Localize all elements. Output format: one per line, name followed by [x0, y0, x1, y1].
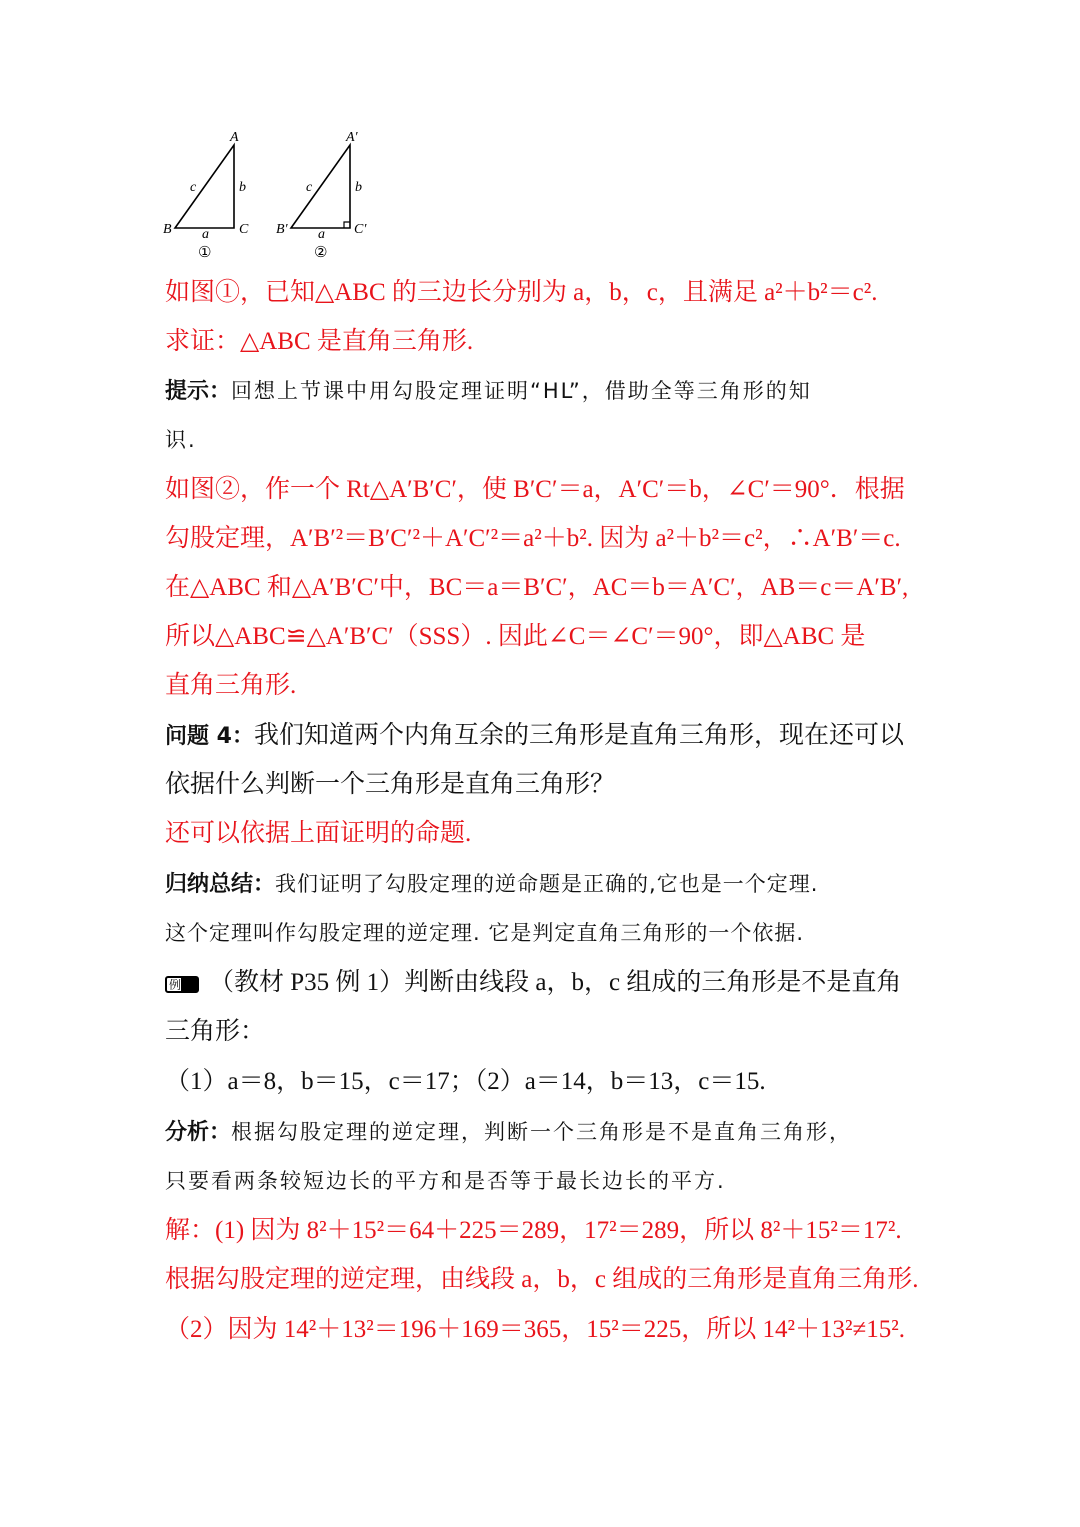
tri1-label-A: A: [230, 130, 239, 145]
hint-label: 提示：: [165, 379, 232, 404]
hint-text: 回想上节课中用勾股定理证明“HL”，借助全等三角形的知: [231, 379, 812, 403]
triangle-figures: [160, 125, 380, 265]
tri2-label-B: B′: [276, 222, 288, 237]
example-cases: （1）a＝8，b＝15，c＝17；（2）a＝14，b＝13，c＝15.: [165, 1068, 766, 1095]
tri1-number: ①: [198, 243, 212, 261]
tri2-label-b: b: [355, 180, 362, 195]
tri2-label-a: a: [318, 227, 325, 242]
solution-line-3: （2）因为 14²＋13²＝196＋169＝365，15²＝225，所以 14²＋13²≠15².: [165, 1316, 905, 1343]
right-angle-mark: [344, 222, 350, 228]
summary-line: [165, 869, 925, 900]
tri1-label-c: c: [190, 180, 197, 195]
proof-line-5: 直角三角形.: [165, 672, 297, 699]
summary-continuation: [165, 918, 925, 948]
analysis-text-end: 只要看两条较短边长的平方和是否等于最长边长的平方.: [165, 1169, 726, 1193]
triangle-2: [291, 145, 350, 228]
hint-text-end: 识.: [165, 428, 197, 452]
analysis-continuation: [165, 1166, 925, 1196]
proof-line-2: 勾股定理，A′B′²＝B′C′²＋A′C′²＝a²＋b². 因为 a²＋b²＝c²，∴A′B′＝c.: [165, 525, 901, 552]
tri2-label-A: A′: [346, 130, 358, 145]
solution-line-2: 根据勾股定理的逆定理，由线段 a，b，c 组成的三角形是直角三角形.: [165, 1266, 919, 1293]
tri2-label-C: C′: [354, 222, 367, 237]
hint-line: [165, 376, 925, 407]
triangle-diagram: [160, 125, 380, 265]
tri1-label-C: C: [239, 222, 249, 237]
triangle-1: [175, 145, 234, 228]
tri1-label-b: b: [239, 180, 246, 195]
given-statement: 如图①，已知△ABC 的三边长分别为 a，b，c，且满足 a²＋b²＝c².: [165, 279, 878, 306]
proof-line-4: 所以△ABC≌△A′B′C′（SSS）. 因此∠C＝∠C′＝90°，即△ABC 是: [165, 623, 866, 650]
example-line: [165, 968, 925, 998]
question-4-answer: 还可以依据上面证明的命题.: [165, 820, 472, 847]
tri1-label-a: a: [202, 227, 209, 242]
analysis-text: 根据勾股定理的逆定理，判断一个三角形是不是直角三角形，: [231, 1120, 853, 1144]
prove-statement: 求证：△ABC 是直角三角形.: [165, 328, 474, 355]
question-4-continuation: 依据什么判断一个三角形是直角三角形？: [165, 771, 616, 798]
question-4-text: 我们知道两个内角互余的三角形是直角三角形，现在还可以: [253, 722, 904, 749]
analysis-line: [165, 1117, 925, 1148]
solution-line-1: 解：(1) 因为 8²＋15²＝64＋225＝289，17²＝289，所以 8²＋15²＝17².: [165, 1217, 902, 1244]
tri2-label-c: c: [306, 180, 313, 195]
analysis-label: 分析：: [165, 1120, 232, 1145]
question-4-line: [165, 721, 925, 752]
summary-text: 我们证明了勾股定理的逆命题是正确的,它也是一个定理.: [275, 872, 819, 896]
hint-continuation: [165, 425, 925, 455]
tri1-label-B: B: [163, 222, 172, 237]
example-continuation: 三角形：: [165, 1018, 266, 1045]
proof-line-1: 如图②，作一个 Rt△A′B′C′，使 B′C′＝a，A′C′＝b，∠C′＝90°．根据: [165, 476, 905, 503]
example-text: （教材 P35 例 1）判断由线段 a，b，c 组成的三角形是不是直角: [209, 969, 902, 996]
summary-text-end: 这个定理叫作勾股定理的逆定理. 它是判定直角三角形的一个依据.: [165, 921, 805, 945]
question-4-label: 问题 4：: [165, 724, 254, 749]
summary-label: 归纳总结：: [165, 872, 276, 897]
proof-line-3: 在△ABC 和△A′B′C′中，BC＝a＝B′C′，AC＝b＝A′C′，AB＝c＝A′B′,: [165, 574, 909, 601]
tri2-number: ②: [314, 243, 328, 261]
example-icon: 例: [165, 976, 199, 993]
